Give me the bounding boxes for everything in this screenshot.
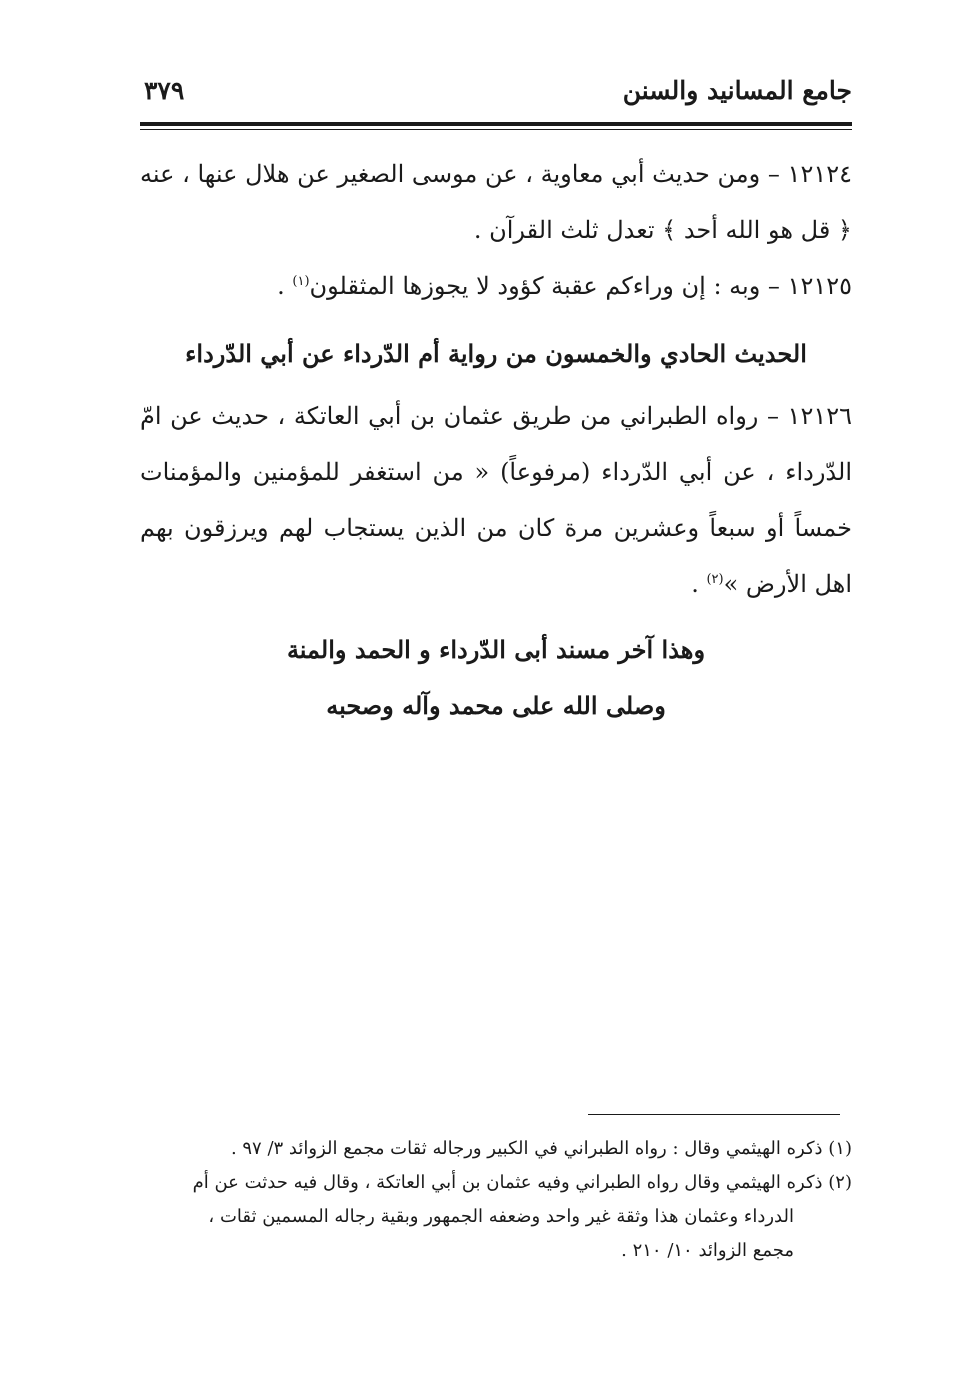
footnote-ref-2: (٢) — [706, 572, 724, 587]
hadith-12125 — [140, 258, 852, 314]
hadith-12125-text: ١٢١٢٥ – وبه : إن وراءكم عقبة كؤود لا يجوزها المثقلون — [309, 272, 852, 300]
footnote-separator — [588, 1114, 840, 1115]
footnote-2-line-1: (٢) ذكره الهيثمي وقال رواه الطبراني وفيه عثمان بن أبي العاتكة ، وقال فيه حدثت عن أم — [192, 1172, 852, 1193]
hadith-12126-tail: . — [691, 570, 707, 598]
footnote-2-line-2: الدرداء وعثمان هذا وثقة غير واحد وضعفه الجمهور وبقية رجاله المسمين ثقات ، — [208, 1206, 794, 1227]
closing-line-1: وهذا آخر مسند أبى الدّرداء و الحمد والمنة — [286, 635, 706, 664]
footnote-2-line-3: مجمع الزوائد ١٠/ ٢١٠ . — [621, 1240, 794, 1261]
closing-line-2: وصلى الله على محمد وآله وصحبه — [326, 691, 666, 720]
section-heading: الحديث الحادي والخمسون من رواية أم الدّرداء عن أبي الدّرداء — [185, 339, 807, 368]
header-rule-thin — [140, 129, 852, 130]
footnote-ref-1: (١) — [292, 274, 310, 289]
running-title: جامع المسانيد والسنن — [622, 76, 852, 105]
hadith-12125-tail: . — [277, 272, 293, 300]
page-header — [140, 76, 852, 116]
main-text — [140, 146, 852, 734]
hadith-12124 — [140, 146, 852, 258]
closing-formula — [140, 622, 852, 734]
hadith-12124-text: ١٢١٢٤ – ومن حديث أبي معاوية ، عن موسى الصغير عن هلال عنها ، عنه ﴿ قل هو الله أحد ﴾ تعدل ثلث القرآن . — [140, 160, 852, 244]
footnotes — [140, 1132, 852, 1268]
footnote-1: (١) ذكره الهيثمي وقال : رواه الطبراني في الكبير ورجاله ثقات مجمع الزوائد ٣/ ٩٧ . — [230, 1138, 852, 1159]
hadith-12126-text: ١٢١٢٦ – رواه الطبراني من طريق عثمان بن أبي العاتكة ، حديث عن امّ الدّرداء ، عن أبي الدّرداء (مرفوعاً) « من استغفر للمؤمنين والمؤمنات خمساً أو سبعاً وعشرين مرة كان من الذين يستجاب لهم ويرزقون بهم اهل الأرض » — [140, 402, 852, 598]
header-rule-thick — [140, 122, 852, 126]
page-number: ٣٧٩ — [144, 76, 185, 105]
hadith-12126 — [140, 388, 852, 612]
